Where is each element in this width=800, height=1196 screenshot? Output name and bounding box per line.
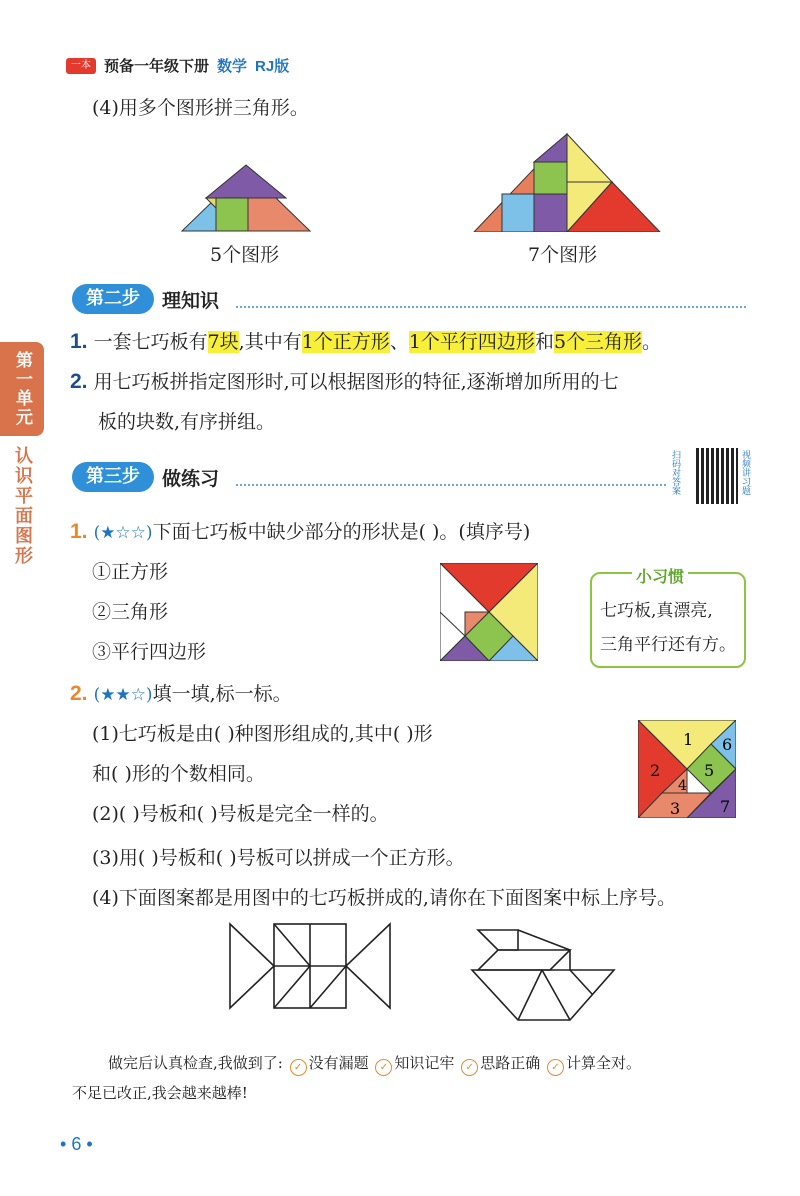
label-4: 4 [678,778,687,794]
text: 。 [642,331,662,353]
self-check-prompt: 做完后认真检查,我做到了: [108,1054,283,1072]
triangle-5-shapes [180,163,312,233]
tri-piece [206,165,286,198]
pattern-bowtie [228,922,392,1010]
unit-topic: 认识平面图形 [12,446,33,566]
option-2: ②三角形 [92,601,169,623]
question-number: 2. [70,682,88,705]
edge [518,930,570,950]
subject-label: 数学 [217,58,248,75]
q2-part1-line2: 和( )形的个数相同。 [92,763,265,785]
edge [274,966,310,1008]
trapezoid-piece [248,198,310,231]
label-3: 3 [670,799,681,818]
label-5: 5 [704,761,715,780]
book-header [104,55,289,76]
text: 和 [534,331,554,353]
text: 、 [389,331,409,353]
tri-piece [534,134,567,162]
check-icon[interactable]: ✓ [290,1059,307,1076]
page-number-value: 6 [71,1134,82,1154]
highlight: 1个平行四边形 [408,331,535,353]
edge [518,970,542,1020]
check-label: 计算全对。 [566,1054,642,1072]
text: 一套七巧板有 [93,331,208,353]
edge [274,924,310,966]
outline [478,950,570,970]
question-number: 1. [70,520,88,543]
question-text: 下面七巧板中缺少部分的形状是( )。(填序号) [152,521,531,543]
caption-5-shapes: 5个图形 [210,244,280,266]
habit-line-2: 三角平行还有方。 [600,635,736,655]
option-3: ③平行四边形 [92,641,207,663]
qr-left-caption: 扫码对答案 [670,450,680,495]
habit-title: 小习惯 [632,564,688,587]
knowledge-point-2 [70,370,619,394]
highlight: 7块 [207,331,239,353]
q2-part4: (4)下面图案都是用图中的七巧板拼成的,请你在下面图案中标上序号。 [92,887,676,909]
option-1: ①正方形 [92,561,169,583]
question-1 [70,520,530,545]
check-icon[interactable]: ✓ [547,1059,564,1076]
book-title: 预备一年级下册 [104,58,210,75]
step2-pill: 第二步 [72,284,154,314]
check-icon[interactable]: ✓ [461,1059,478,1076]
outline [472,970,614,1020]
q2-part2: (2)( )号板和( )号板是完全一样的。 [92,803,389,825]
point-number: 2. [70,370,88,393]
divider [236,306,746,308]
edge [570,970,592,994]
edge [542,970,570,1020]
tangram-numbered [638,720,736,818]
version-label: RJ版 [255,58,290,75]
outline [478,930,518,950]
knowledge-point-2-cont: 板的块数,有序拼组。 [98,411,276,433]
self-check-line [108,1052,641,1076]
point-number: 1. [70,330,88,353]
label-2: 2 [650,761,661,780]
qr-right-caption: 视频讲习题 [740,450,750,495]
divider [236,484,666,486]
outline [230,924,274,1008]
text: 用七巧板拼指定图形时,可以根据图形的特征,逐渐增加所用的七 [93,371,619,393]
page-number: • 6 • [60,1134,93,1154]
publisher-logo: 一本 [66,58,96,74]
difficulty-stars: (★★☆) [93,685,153,705]
para-piece [502,194,534,232]
label-7: 7 [720,797,731,816]
caption-7-shapes: 7个图形 [528,244,598,266]
label-1: 1 [683,730,694,749]
step3-pill: 第三步 [72,462,154,492]
outline [346,924,390,1008]
square-piece [534,162,567,194]
knowledge-point-1 [70,330,661,354]
qr-code-icon[interactable] [696,448,738,504]
unit-tab[interactable]: 第一单元 [0,342,44,436]
step3-title: 做练习 [162,468,220,490]
square-piece [216,198,248,231]
self-check-line-2: 不足已改正,我会越来越棒! [72,1084,248,1102]
tri-piece [567,134,612,182]
edge [310,966,346,1008]
check-icon[interactable]: ✓ [375,1059,392,1076]
question-2 [70,682,292,707]
triangle-7-shapes [472,132,662,232]
highlight: 1个正方形 [301,331,390,353]
text: ,其中有 [238,331,302,353]
tangram-missing-piece [440,563,538,661]
label-6: 6 [722,735,733,754]
difficulty-stars: (★☆☆) [93,523,153,543]
habit-line-1: 七巧板,真漂亮, [600,601,713,621]
question-text: 填一填,标一标。 [152,683,292,705]
tri-piece [534,194,567,232]
step2-title: 理知识 [162,290,220,312]
check-label: 思路正确 [480,1054,541,1072]
check-label: 没有漏题 [308,1054,369,1072]
highlight: 5个三角形 [553,331,643,353]
q4-text: (4)用多个图形拼三角形。 [92,97,309,119]
check-label: 知识记牢 [394,1054,455,1072]
q2-part3: (3)用( )号板和( )号板可以拼成一个正方形。 [92,847,465,869]
q2-part1-line1: (1)七巧板是由( )种图形组成的,其中( )形 [92,723,433,745]
pattern-boat [470,928,616,1022]
